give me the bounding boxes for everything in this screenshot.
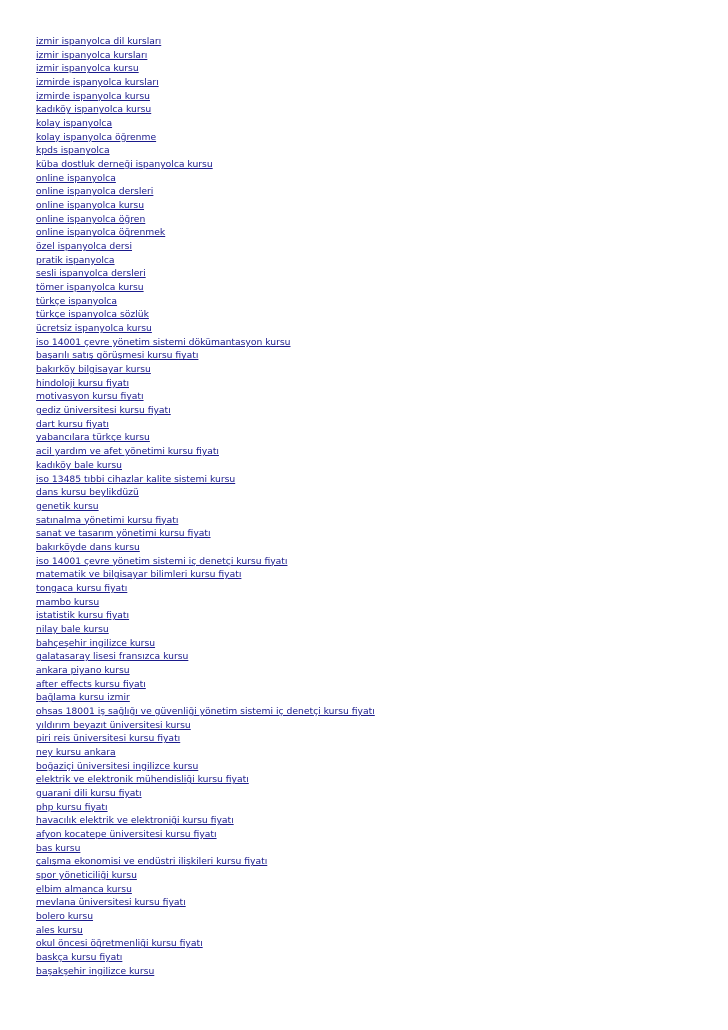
list-item [36,662,375,676]
keyword-link[interactable]: türkçe ispanyolca sözlük [36,309,149,321]
list-item [36,566,375,580]
list-item [36,402,375,416]
list-item [36,744,375,758]
list-item [36,840,375,854]
list-item [36,771,375,785]
keyword-link[interactable]: php kursu fiyatı [36,801,108,813]
keyword-link[interactable]: tömer ispanyolca kursu [36,282,144,294]
list-item [36,635,375,649]
list-item [36,334,375,348]
keyword-link[interactable]: özel ispanyolca dersi [36,241,133,253]
link-list [36,33,375,976]
keyword-link[interactable]: nilay bale kursu [36,623,109,635]
keyword-link[interactable]: guarani dili kursu fiyatı [36,787,142,799]
list-item [36,306,375,320]
list-item [36,142,375,156]
list-item [36,689,375,703]
keyword-link[interactable]: hindoloji kursu fiyatı [36,377,130,389]
list-item [36,580,375,594]
list-item [36,908,375,922]
list-item [36,88,375,102]
list-item [36,717,375,731]
keyword-link[interactable]: ales kursu [36,924,83,936]
list-item [36,443,375,457]
keyword-link[interactable]: kadıköy bale kursu [36,459,122,471]
list-item [36,881,375,895]
keyword-link[interactable]: bas kursu [36,842,81,854]
keyword-link[interactable]: dart kursu fiyatı [36,418,109,430]
keyword-link[interactable]: online ispanyolca [36,172,116,184]
keyword-link[interactable]: mevlana üniversitesi kursu fiyatı [36,897,186,909]
list-item [36,594,375,608]
keyword-link[interactable]: afyon kocatepe üniversitesi kursu fiyatı [36,828,217,840]
keyword-link[interactable]: bağlama kursu izmir [36,692,130,704]
list-item [36,320,375,334]
keyword-link[interactable]: sesli ispanyolca dersleri [36,268,146,280]
keyword-link[interactable]: genetik kursu [36,500,99,512]
keyword-link[interactable]: galatasaray lisesi fransızca kursu [36,651,189,663]
list-item [36,416,375,430]
list-item [36,388,375,402]
list-item [36,211,375,225]
keyword-link[interactable]: bakırköy bilgisayar kursu [36,364,151,376]
keyword-link[interactable]: iso 14001 çevre yönetim sistemi dökümantasyon kursu [36,336,291,348]
list-item [36,676,375,690]
list-item [36,156,375,170]
list-item [36,361,375,375]
list-item [36,252,375,266]
keyword-link[interactable]: istatistik kursu fiyatı [36,610,130,622]
list-item [36,607,375,621]
list-item [36,758,375,772]
keyword-link[interactable]: acil yardım ve afet yönetimi kursu fiyatı [36,446,219,458]
keyword-link[interactable]: bolero kursu [36,911,94,922]
list-item [36,183,375,197]
keyword-link[interactable]: satınalma yönetimi kursu fiyatı [36,514,179,526]
keyword-link[interactable]: kadıköy ispanyolca kursu [36,104,152,116]
keyword-link[interactable]: baskça kursu fiyatı [36,952,123,964]
list-item [36,512,375,526]
list-item [36,471,375,485]
keyword-link[interactable]: çalışma ekonomisi ve endüstri ilişkileri kursu fiyatı [36,856,268,868]
keyword-link[interactable]: kpds ispanyolca [36,145,110,157]
list-item [36,935,375,949]
list-item [36,621,375,635]
list-item [36,922,375,936]
list-item [36,826,375,840]
list-item [36,47,375,61]
keyword-link[interactable]: elbim almanca kursu [36,883,132,895]
keyword-link[interactable]: gediz üniversitesi kursu fiyatı [36,405,171,417]
list-item [36,703,375,717]
keyword-link[interactable]: izmirde ispanyolca kursları [36,77,159,89]
list-item [36,197,375,211]
keyword-link[interactable]: izmir ispanyolca kursu [36,63,139,75]
list-item [36,730,375,744]
list-item [36,457,375,471]
keyword-link[interactable]: bahçeşehir ingilizce kursu [36,637,156,649]
keyword-link[interactable]: ankara piyano kursu [36,664,130,676]
keyword-link[interactable]: başakşehir ingilizce kursu [36,965,155,977]
list-item [36,170,375,184]
keyword-link[interactable]: tongaca kursu fiyatı [36,582,128,594]
list-item [36,74,375,88]
list-item [36,224,375,238]
keyword-link[interactable]: kolay ispanyolca öğrenme [36,131,157,143]
list-item [36,60,375,74]
keyword-link[interactable]: ney kursu ankara [36,746,116,758]
keyword-link[interactable]: online ispanyolca öğren [36,213,146,225]
list-item [36,33,375,47]
list-item [36,238,375,252]
list-item [36,867,375,881]
list-item [36,799,375,813]
keyword-link[interactable]: matematik ve bilgisayar bilimleri kursu fiyatı [36,569,242,581]
list-item [36,812,375,826]
keyword-link[interactable]: izmir ispanyolca dil kursları [36,36,162,47]
list-item [36,853,375,867]
keyword-link[interactable]: motivasyon kursu fiyatı [36,391,144,403]
list-item [36,375,375,389]
keyword-link[interactable]: elektrik ve elektronik mühendisliği kursu fiyatı [36,774,249,786]
list-item [36,648,375,662]
list-item [36,894,375,908]
keyword-link[interactable]: dans kursu beylikdüzü [36,487,139,499]
keyword-link[interactable]: ücretsiz ispanyolca kursu [36,323,152,335]
list-item [36,279,375,293]
keyword-link[interactable]: havacılık elektrik ve elektroniği kursu fiyatı [36,815,234,827]
keyword-link[interactable]: türkçe ispanyolca [36,295,118,307]
keyword-link[interactable]: başarılı satış görüşmesi kursu fiyatı [36,350,199,362]
list-item [36,429,375,443]
keyword-link[interactable]: sanat ve tasarım yönetimi kursu fiyatı [36,528,211,540]
keyword-link[interactable]: iso 14001 çevre yönetim sistemi iç denetçi kursu fiyatı [36,555,288,567]
list-item [36,101,375,115]
keyword-link[interactable]: piri reis üniversitesi kursu fiyatı [36,733,181,745]
keyword-link[interactable]: after effects kursu fiyatı [36,678,146,690]
list-item [36,539,375,553]
list-item [36,347,375,361]
list-item [36,963,375,977]
list-item [36,129,375,143]
keyword-link[interactable]: mambo kursu [36,596,100,608]
list-item [36,553,375,567]
keyword-link[interactable]: okul öncesi öğretmenliği kursu fiyatı [36,938,203,950]
list-item [36,525,375,539]
keyword-link[interactable]: izmirde ispanyolca kursu [36,90,150,102]
keyword-link[interactable]: bakırköyde dans kursu [36,541,140,553]
keyword-link[interactable]: yıldırım beyazıt üniversitesi kursu [36,719,191,731]
keyword-link[interactable]: yabancılara türkçe kursu [36,432,150,444]
list-item [36,949,375,963]
keyword-link[interactable]: pratik ispanyolca [36,254,115,266]
keyword-link[interactable]: boğaziçi üniversitesi ingilizce kursu [36,760,199,772]
keyword-link[interactable]: spor yöneticiliği kursu [36,869,137,881]
list-item [36,498,375,512]
list-item [36,484,375,498]
keyword-link[interactable]: iso 13485 tıbbi cihazlar kalite sistemi kursu [36,473,236,485]
keyword-link[interactable]: kolay ispanyolca [36,118,113,130]
keyword-link[interactable]: küba dostluk derneği ispanyolca kursu [36,159,213,171]
keyword-link[interactable]: izmir ispanyolca kursları [36,49,148,61]
keyword-link[interactable]: ohsas 18001 iş sağlığı ve güvenliği yönetim sistemi iç denetçi kursu fiyatı [36,705,375,717]
list-item [36,785,375,799]
list-item [36,265,375,279]
list-item [36,115,375,129]
keyword-link[interactable]: online ispanyolca öğrenmek [36,227,166,239]
list-item [36,293,375,307]
keyword-link[interactable]: online ispanyolca dersleri [36,186,154,198]
keyword-link[interactable]: online ispanyolca kursu [36,200,145,212]
